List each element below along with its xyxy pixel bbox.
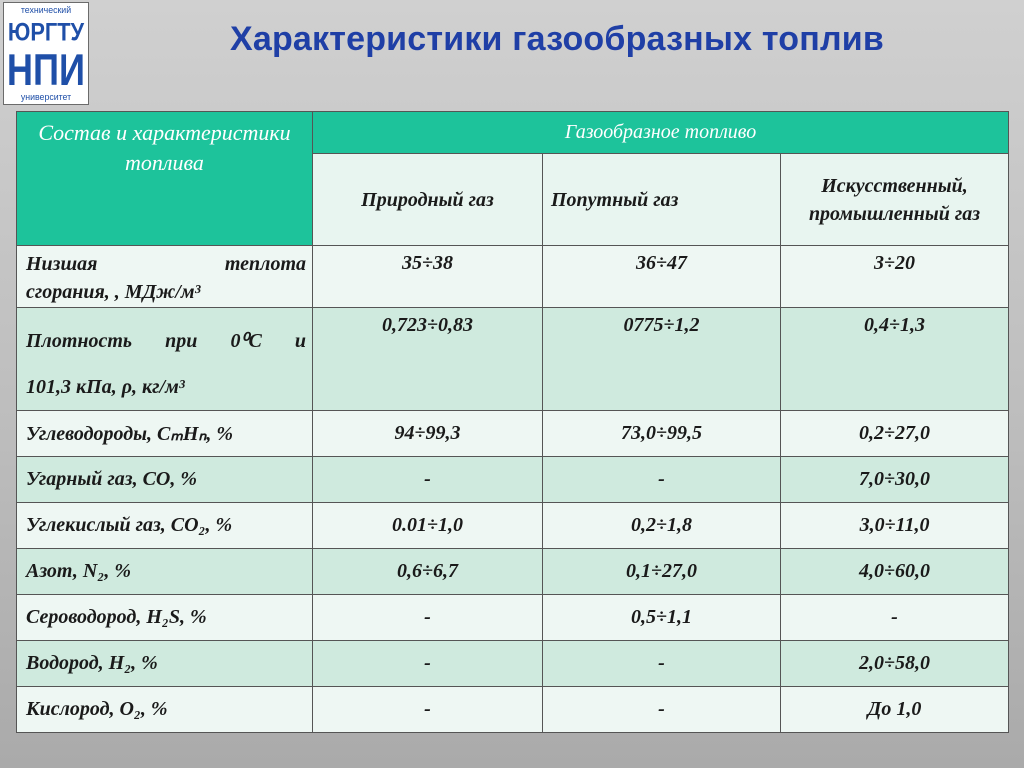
- cell-associated-gas: -: [543, 687, 781, 733]
- row-label: [17, 308, 313, 411]
- row-label: Водород, H₂, %: [17, 641, 313, 687]
- row-label: Углеводороды, CₘHₙ, %: [17, 411, 313, 457]
- row-label: Углекислый газ, CO₂, %: [17, 503, 313, 549]
- cell-associated-gas: 73,0÷99,5: [543, 411, 781, 457]
- cell-natural-gas: 94÷99,3: [313, 411, 543, 457]
- row-label-line: Низшая теплота: [26, 253, 306, 275]
- fuel-characteristics-table: [16, 111, 1009, 733]
- row-label-line: сгорания, , МДж/м³: [26, 281, 201, 303]
- cell-natural-gas: -: [313, 457, 543, 503]
- row-label: Угарный газ, CO, %: [17, 457, 313, 503]
- cell-natural-gas: -: [313, 595, 543, 641]
- cell-artificial-gas: 3÷20: [781, 246, 1009, 308]
- table-row: [17, 595, 1009, 641]
- cell-natural-gas: 0,723÷0,83: [313, 308, 543, 411]
- row-label: Кислород, O₂, %: [17, 687, 313, 733]
- cell-artificial-gas: До 1,0: [781, 687, 1009, 733]
- table-row: [17, 457, 1009, 503]
- row-label-line: 101,3 кПа, ρ, кг/м³: [26, 376, 185, 398]
- cell-natural-gas: -: [313, 687, 543, 733]
- table-row: [17, 549, 1009, 595]
- cell-associated-gas: 0,2÷1,8: [543, 503, 781, 549]
- row-label: Сероводород, H₂S, %: [17, 595, 313, 641]
- cell-associated-gas: 0,1÷27,0: [543, 549, 781, 595]
- cell-artificial-gas: -: [781, 595, 1009, 641]
- column-header-artificial-gas: Искусственный, промышленный газ: [781, 154, 1009, 246]
- cell-associated-gas: -: [543, 641, 781, 687]
- corner-header: Состав и характеристики топлива: [17, 112, 313, 246]
- row-label: [17, 246, 313, 308]
- cell-natural-gas: -: [313, 641, 543, 687]
- cell-associated-gas: 36÷47: [543, 246, 781, 308]
- logo-bottom-text: университет: [20, 91, 72, 102]
- row-label: Азот, N₂, %: [17, 549, 313, 595]
- cell-natural-gas: 35÷38: [313, 246, 543, 308]
- cell-associated-gas: 0,5÷1,1: [543, 595, 781, 641]
- table-row: [17, 246, 1009, 308]
- cell-artificial-gas: 4,0÷60,0: [781, 549, 1009, 595]
- logo-line2: НПИ: [6, 44, 86, 96]
- table-row: [17, 641, 1009, 687]
- table-row: [17, 503, 1009, 549]
- cell-artificial-gas: 2,0÷58,0: [781, 641, 1009, 687]
- cell-natural-gas: 0,6÷6,7: [313, 549, 543, 595]
- cell-natural-gas: 0.01÷1,0: [313, 503, 543, 549]
- cell-artificial-gas: 0,2÷27,0: [781, 411, 1009, 457]
- table-row: [17, 687, 1009, 733]
- cell-associated-gas: -: [543, 457, 781, 503]
- table-row: [17, 411, 1009, 457]
- cell-artificial-gas: 3,0÷11,0: [781, 503, 1009, 549]
- column-header-associated-gas: Попутный газ: [543, 154, 781, 246]
- cell-artificial-gas: 0,4÷1,3: [781, 308, 1009, 411]
- logo-top-text: технический: [20, 4, 72, 15]
- cell-associated-gas: 0775÷1,2: [543, 308, 781, 411]
- group-header: Газообразное топливо: [313, 112, 1009, 154]
- column-header-natural-gas: Природный газ: [313, 154, 543, 246]
- logo-line1: ЮРГТУ: [7, 18, 86, 47]
- university-logo: [3, 2, 89, 105]
- cell-artificial-gas: 7,0÷30,0: [781, 457, 1009, 503]
- table-row: [17, 308, 1009, 411]
- row-label-line: Плотность при 0⁰С и: [26, 330, 306, 352]
- page-title: Характеристики газообразных топлив: [229, 20, 885, 58]
